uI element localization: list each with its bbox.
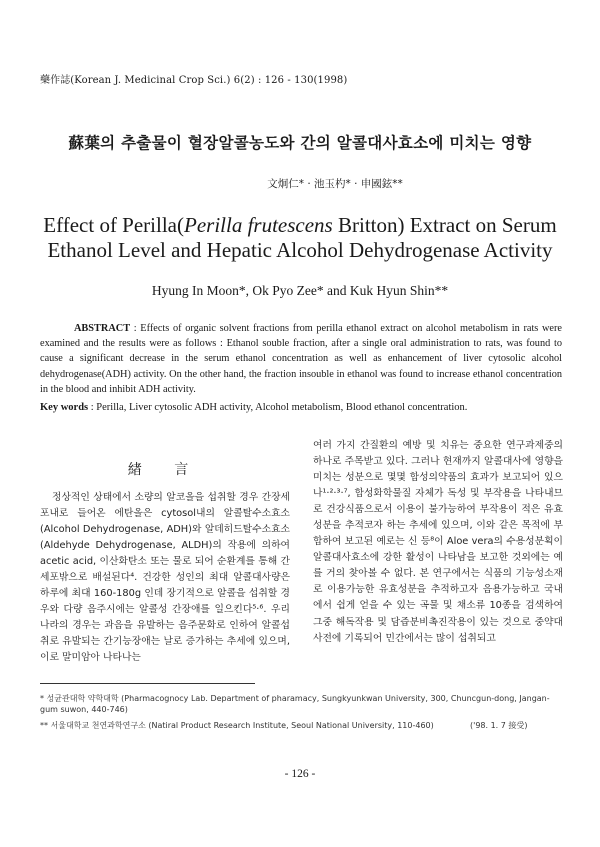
keywords-label: Key words xyxy=(40,402,89,413)
keywords-text: : Perilla, Liver cytosolic ADH activity, Alcohol metabolism, Blood ethanol concentration. xyxy=(88,402,468,413)
korean-title: 蘇葉의 추출물이 혈장알콜농도와 간의 알콜대사효소에 미치는 영향 xyxy=(68,134,532,152)
title-part-1: Effect of Perilla( xyxy=(43,213,184,237)
abstract-text: : Effects of organic solvent fractions from perilla ethanol extract on alcohol metabolism in rats were examined and the results were as follows : Ethanol souble fraction, after a single oral administration to rats, was found to cause a significant decrease in the serum ethanol concentration as well as enhancement of liver cytosolic alcohol dehydrogenase(ADH) activity. On the other hand, the fraction insouble in ethanol was found to increase ethanol concentration in the blood and inhibit ADH activity. xyxy=(40,323,562,395)
abstract-label: ABSTRACT xyxy=(74,323,131,334)
english-title xyxy=(0,213,600,263)
body-left-column xyxy=(40,490,290,667)
body-right-column xyxy=(313,438,563,647)
english-title-line-2: Ethanol Level and Hepatic Alcohol Dehydrogenase Activity xyxy=(47,238,553,262)
english-authors: Hyung In Moon*, Ok Pyo Zee* and Kuk Hyun Shin** xyxy=(151,283,449,298)
abstract xyxy=(40,321,562,397)
section-heading-introduction: 緖 言 xyxy=(127,462,203,478)
received-date: ('98. 1. 7 接受) xyxy=(470,721,528,730)
body-left-paragraph: 정상적인 상태에서 소량의 알코올을 섭취할 경우 간장세포내로 들어온 에탄올은 cytosol내의 알콜탈수소효소(Alcohol Dehydrogenase, ADH)와 알데히드탈수소효소(Aldehyde Dehydrogenase, ALDH)의 작용에 의하여 acetic acid, 이산화탄소 또는 물로 되어 순환계를 통해 간세포밖으로 배설된다⁴. 건강한 성인의 최대 알콜대사량은 하루에 최대 160-180g 인데 장기적으로 알콜을 섭취할 경우와 다량 음주시에는 알콜성 간장애를 일으킨다⁵·⁶. 우리나라의 경우는 과음을 유발하는 음주문화로 인하여 알콜섭취로 유발되는 간기능장애는 날로 증가하는 추세에 있으며, 이로 말미암아 나타나는 xyxy=(40,492,290,664)
title-part-2: Britton) Extract on Serum xyxy=(332,213,557,237)
keywords xyxy=(40,402,562,413)
journal-header: 藥作誌(Korean J. Medicinal Crop Sci.) 6(2) : 126 - 130(1998) xyxy=(40,75,348,86)
title-species-italic: Perilla frutescens xyxy=(184,213,333,237)
footnote-affiliation-1: * 성균관대학 약학대학 (Pharmacognocy Lab. Department of pharamacy, Sungkyunkwan University, 300, Chuncgun-dong, Jangan-gum suwon, 440-746) xyxy=(40,694,550,714)
page-number: - 126 - xyxy=(284,768,316,780)
body-right-paragraph: 여러 가지 간질환의 예방 및 치유는 중요한 연구과제중의 하나로 주목받고 있다. 그러나 현재까지 알콜대사에 영향을 미치는 성분으로 몇몇 합성의약품의 효과가 보고되어 있으나¹·²·³·⁷, 합성화학물질 자체가 독성 및 부작용을 나타내므로 건강식품으로서 이용이 불가능하여 부작용이 적은 유효성분을 추적코자 하는 추세에 있으며, 이와 같은 목적에 부합하여 보고된 예로는 신 등⁸이 Aloe vera의 수용성분획이 알콜대사효소에 강한 활성이 나타남을 보고한 것외에는 예를 거의 찾아볼 수 없다. 본 연구에서는 식품의 기능성소재로 이용가능한 유효성분을 추적하고자 음용가능하고 국내에서 쉽게 얻을 수 있는 곡물 및 채소류 10종을 검색하여 그중 해독작용 및 담즙분비촉진작용이 있는 것으로 중약대사전에 기록되어 민간에서는 많이 섭취되고 xyxy=(313,440,563,644)
footnote-divider xyxy=(40,683,255,684)
footnote-affiliation-2: ** 서울대학교 천연과학연구소 (Natiral Product Research Institute, Seoul National University, 110-460) xyxy=(40,721,434,730)
english-title-line-1 xyxy=(0,213,600,238)
korean-authors: 文炯仁* · 池玉杓* · 申國鉉** xyxy=(267,178,403,190)
